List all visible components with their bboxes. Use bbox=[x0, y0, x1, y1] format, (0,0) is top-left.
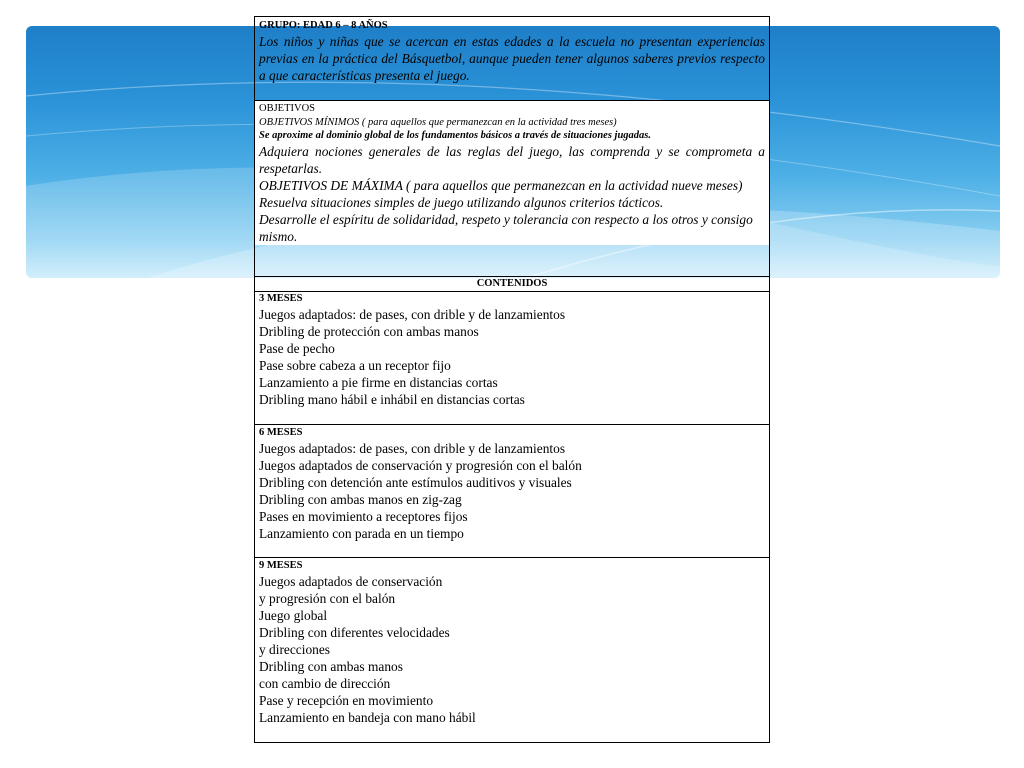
content-item: Dribling con ambas manos bbox=[259, 658, 403, 674]
content-item: Juegos adaptados: de pases, con drible y de lanzamientos bbox=[259, 306, 566, 322]
curriculum-table bbox=[254, 16, 770, 743]
contenidos-heading: CONTENIDOS bbox=[476, 278, 548, 289]
nueve-meses-heading: 9 MESES bbox=[259, 560, 303, 571]
grupo-description: Los niños y niñas que se acercan en estas edades a la escuela no presentan experiencias previas en la práctica del Básquetbol, aunque pueden tener algunos saberes previos respecto a que características presenta el juego. bbox=[259, 33, 765, 83]
seis-meses-section bbox=[255, 425, 769, 542]
contenidos-header bbox=[255, 276, 769, 291]
content-item: Dribling con diferentes velocidades bbox=[259, 624, 450, 640]
objetivos-maxima-heading: OBJETIVOS DE MÁXIMA ( para aquellos que permanezcan en la actividad nueve meses) bbox=[259, 177, 743, 193]
objetivos-heading: OBJETIVOS bbox=[259, 103, 316, 114]
content-item: Dribling con ambas manos en zig-zag bbox=[259, 491, 462, 507]
objetivos-minimos-item: Adquiera nociones generales de las reglas del juego, las comprenda y se comprometa a respetarlas. bbox=[259, 143, 765, 176]
content-item: y direcciones bbox=[259, 641, 331, 657]
content-item: Dribling de protección con ambas manos bbox=[259, 323, 479, 339]
content-item: Pase sobre cabeza a un receptor fijo bbox=[259, 357, 451, 373]
objetivos-maxima-item: Resuelva situaciones simples de juego utilizando algunos criterios tácticos. bbox=[259, 194, 664, 210]
content-item: y progresión con el balón bbox=[259, 590, 396, 606]
content-item: Lanzamiento con parada en un tiempo bbox=[259, 525, 464, 541]
content-item: Dribling con detención ante estímulos auditivos y visuales bbox=[259, 474, 572, 490]
tres-meses-section bbox=[255, 291, 769, 408]
objetivos-maxima-item: Desarrolle el espíritu de solidaridad, respeto y tolerancia con respecto a los otros y consigo mismo. bbox=[259, 211, 753, 244]
content-item: Pases en movimiento a receptores fijos bbox=[259, 508, 468, 524]
content-item: con cambio de dirección bbox=[259, 675, 391, 691]
objetivos-minimos-item: Se aproxime al dominio global de los fundamentos básicos a través de situaciones jugadas. bbox=[259, 130, 652, 141]
seis-meses-heading: 6 MESES bbox=[259, 427, 303, 438]
content-item: Juegos adaptados de conservación bbox=[259, 573, 443, 589]
tres-meses-heading: 3 MESES bbox=[259, 293, 303, 304]
content-item: Dribling mano hábil e inhábil en distancias cortas bbox=[259, 391, 525, 407]
content-item: Lanzamiento en bandeja con mano hábil bbox=[259, 709, 476, 725]
content-item: Juegos adaptados: de pases, con drible y de lanzamientos bbox=[259, 440, 566, 456]
content-item: Pase y recepción en movimiento bbox=[259, 692, 434, 708]
objetivos-section bbox=[255, 101, 769, 245]
content-item: Juego global bbox=[259, 607, 328, 623]
grupo-heading: GRUPO: EDAD 6 – 8 AÑOS bbox=[259, 20, 388, 31]
grupo-section bbox=[255, 17, 769, 84]
content-item: Juegos adaptados de conservación y progresión con el balón bbox=[259, 457, 582, 473]
objetivos-minimos-heading: OBJETIVOS MÍNIMOS ( para aquellos que permanezcan en la actividad tres meses) bbox=[259, 116, 617, 128]
content-item: Pase de pecho bbox=[259, 340, 335, 356]
content-item: Lanzamiento a pie firme en distancias cortas bbox=[259, 374, 498, 390]
nueve-meses-section bbox=[255, 558, 769, 726]
